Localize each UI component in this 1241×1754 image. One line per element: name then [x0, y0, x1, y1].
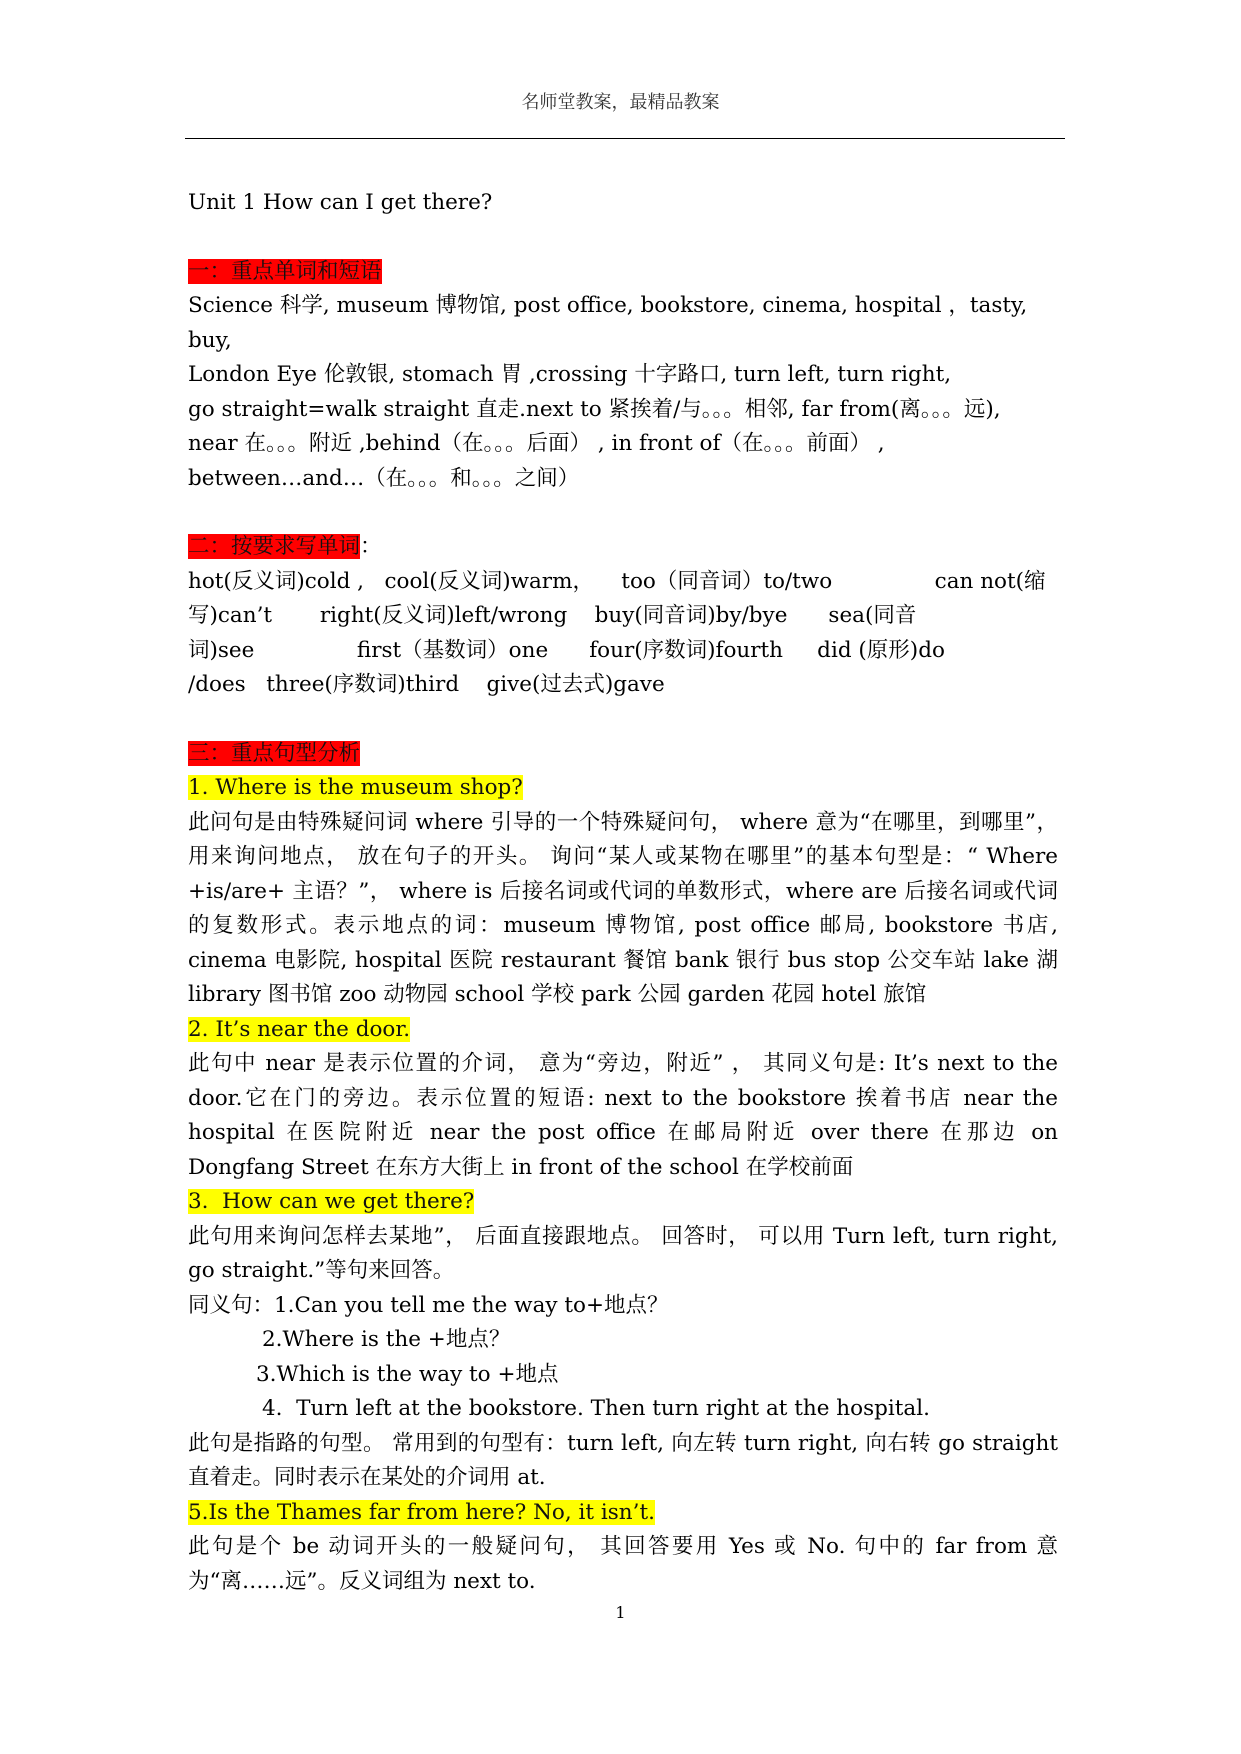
section3-heading: 三：重点句型分析 [188, 740, 361, 766]
section2-line: /does three(序数词)third give(过去式)gave [188, 672, 665, 697]
q2-title: 2. It’s near the door. [188, 1016, 411, 1042]
q4-title: 4. Turn left at the bookstore. Then turn right at the hospital. [262, 1396, 930, 1421]
q1-explanation: 此问句是由特殊疑问词 where 引导的一个特殊疑问句， where 意为“在哪里，到哪里”， 用来询问地点， 放在句子的开头。 询问“某人或某物在哪里”的基本句型是：“ Where +is/are+ 主语？”， where is 后接名词或代词的单数形式，where are 后接名词或代词的复数形式。表示地点的词：museum 博物馆, post office 邮局, bookstore 书店, cinema 电影院, hospital 医院 restaurant 餐馆 bank 银行 bus stop 公交车站 lake 湖 library 图书馆 zoo 动物园 school 学校 park 公园 garden 花园 hotel 旅馆 [188, 809, 1058, 1007]
section1-line: near 在。。。附近 ,behind（在。。。后面） , in front of（在。。。前面） , [188, 431, 885, 456]
q2-explanation: 此句中 near 是表示位置的介词， 意为“旁边，附近” ， 其同义句是: It’s next to the door.它在门的旁边。表示位置的短语: next to the bookstore 挨着书店 near the hospital 在医院附近 near the post office 在邮局附近 over there 在那边 on Dongfang Street 在东方大街上 in front of the school 在学校前面 [188, 1051, 1058, 1180]
q3-explanation: 此句用来询问怎样去某地”， 后面直接跟地点。 回答时， 可以用 Turn left, turn right, go straight.”等句来回答。 [188, 1223, 1058, 1283]
section1-line: between…and…（在。。。和。。。之间） [188, 465, 580, 491]
section1-line: Science 科学, museum 博物馆, post office, bookstore, cinema, hospital ，tasty, buy, [188, 293, 1028, 353]
section1-line: go straight=walk straight 直走.next to 紧挨着/与。。。相邻, far from(离。。。远), [188, 396, 1001, 422]
section2-heading-suffix: ： [360, 534, 382, 559]
document-body [188, 186, 1058, 1599]
q3-synonym-2: 2.Where is the +地点？ [262, 1327, 511, 1352]
document-title: Unit 1 How can I get there? [188, 190, 493, 215]
q5-title: 5.Is the Thames far from here? No, it isn’t. [188, 1499, 655, 1525]
section1-heading: 一：重点单词和短语 [188, 258, 382, 284]
q5-explanation: 此句是个 be 动词开头的一般疑问句， 其回答要用 Yes 或 No. 句中的 far from 意为“离……远”。反义词组为 next to. [188, 1534, 1058, 1594]
section2-line: 写)can’t right(反义词)left/wrong buy(同音词)by/bye sea(同音 [188, 603, 917, 628]
q3-title: 3. How can we get there? [188, 1189, 475, 1214]
section1-line: London Eye 伦敦银, stomach 胃 ,crossing 十字路口, turn left, turn right, [188, 362, 952, 387]
q3-synonym-3: 3.Which is the way to +地点 [256, 1361, 559, 1387]
page-header: 名师堂教案，最精品教案 [521, 92, 720, 113]
section2-heading: 二：按要求写单词 [188, 534, 361, 559]
q4-explanation: 此句是指路的句型。 常用到的句型有：turn left, 向左转 turn right, 向右转 go straight 直着走。同时表示在某处的介词用 at. [188, 1430, 1058, 1490]
q3-synonym-1: 同义句：1.Can you tell me the way to+地点？ [188, 1292, 669, 1318]
section2-line: 词)see first（基数词）one four(序数词)fourth did (原形)do [188, 637, 945, 663]
page-number: 1 [615, 1603, 626, 1622]
q1-title: 1. Where is the museum shop? [188, 775, 523, 800]
header-divider [185, 138, 1065, 139]
section2-line: hot(反义词)cold , cool(反义词)warm， too（同音词）to/two can not(缩 [188, 568, 1046, 594]
